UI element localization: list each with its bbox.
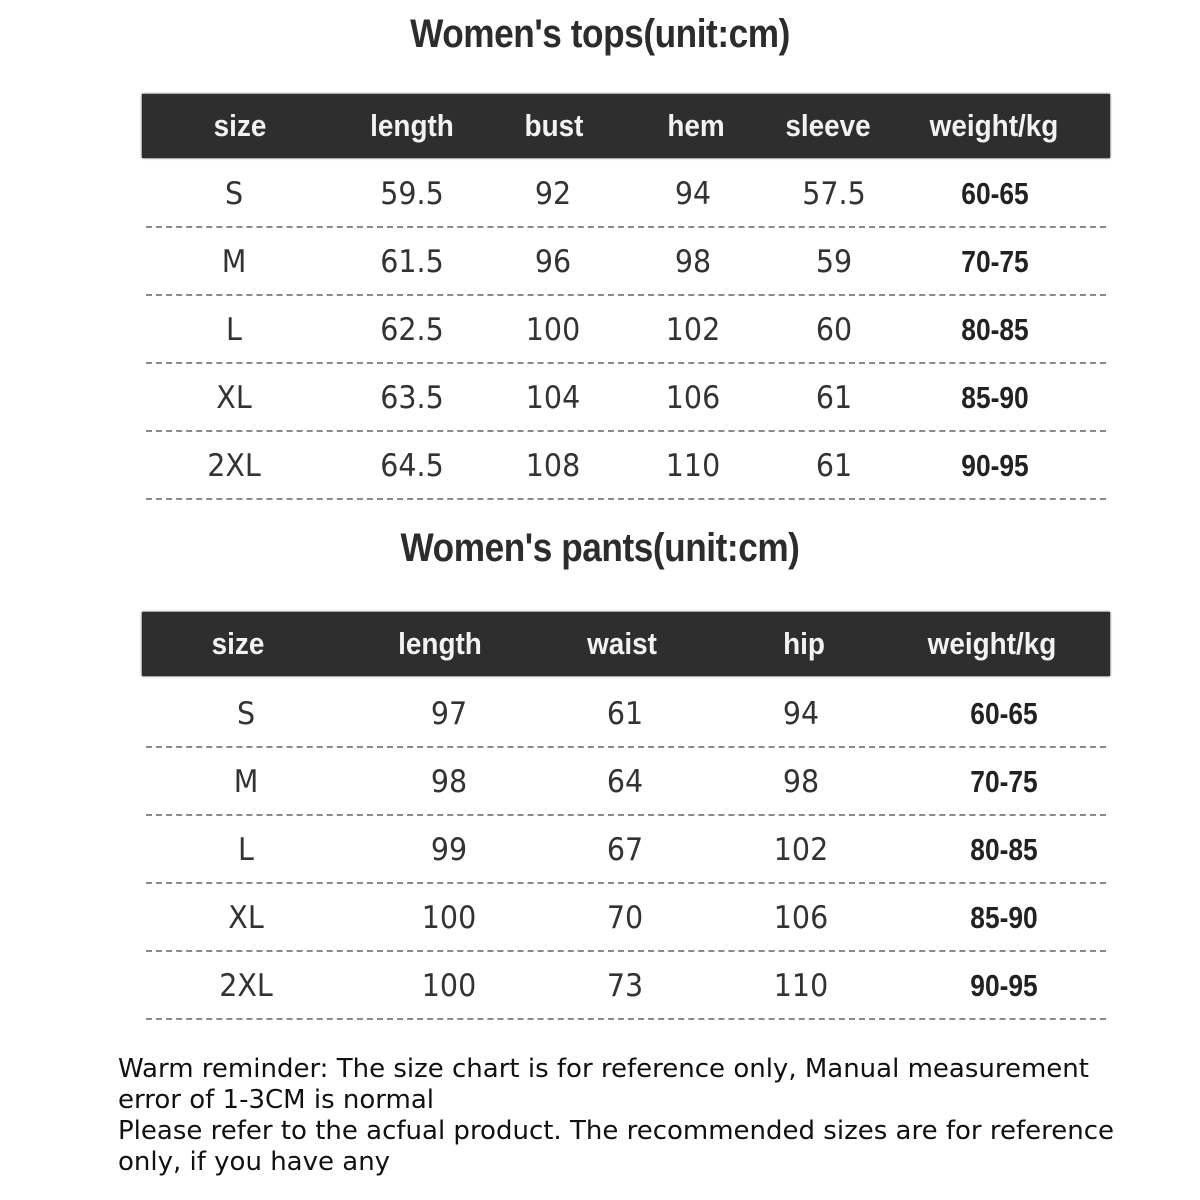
table-cell: 110 bbox=[665, 448, 721, 484]
table-cell: 85-90 bbox=[961, 380, 1029, 415]
table-cell: 70-75 bbox=[970, 764, 1038, 799]
table-cell: 64 bbox=[606, 764, 644, 800]
table-cell: L bbox=[226, 312, 242, 348]
table-cell: S bbox=[236, 696, 256, 732]
table-cell: 70 bbox=[606, 900, 644, 936]
table-cell: 99 bbox=[430, 832, 468, 868]
table-cell: 2XL bbox=[207, 448, 261, 484]
table-cell: 70-75 bbox=[961, 244, 1029, 279]
table-cell: 67 bbox=[606, 832, 644, 868]
table-cell: 80-85 bbox=[961, 312, 1029, 347]
column-header: sleeve bbox=[785, 108, 871, 143]
table-row bbox=[142, 952, 1110, 1020]
pants-title: Women's pants(unit:cm) bbox=[400, 526, 800, 570]
table-cell: 62.5 bbox=[380, 312, 444, 348]
table-cell: 90-95 bbox=[970, 968, 1038, 1003]
table-cell: 100 bbox=[421, 900, 477, 936]
column-header: size bbox=[213, 108, 267, 143]
table-cell: 92 bbox=[534, 176, 572, 212]
column-header: hem bbox=[667, 108, 725, 143]
table-cell: 90-95 bbox=[961, 448, 1029, 483]
column-header: length bbox=[370, 108, 454, 143]
table-cell: 60-65 bbox=[961, 176, 1029, 211]
table-cell: 102 bbox=[665, 312, 721, 348]
table-cell: S bbox=[224, 176, 244, 212]
table-cell: 98 bbox=[674, 244, 712, 280]
table-cell: 80-85 bbox=[970, 832, 1038, 867]
table-cell: 59.5 bbox=[380, 176, 444, 212]
table-row bbox=[142, 296, 1110, 364]
table-cell: 61 bbox=[815, 380, 853, 416]
warm-reminder-note bbox=[118, 1054, 1114, 1178]
table-cell: 108 bbox=[525, 448, 581, 484]
table-cell: 104 bbox=[525, 380, 581, 416]
table-cell: 96 bbox=[534, 244, 572, 280]
table-cell: 60-65 bbox=[970, 696, 1038, 731]
table-cell: 94 bbox=[782, 696, 820, 732]
table-cell: L bbox=[238, 832, 254, 868]
note-line: Warm reminder: The size chart is for reference only, Manual measurement bbox=[118, 1054, 1089, 1084]
column-header: hip bbox=[783, 626, 825, 661]
table-cell: 64.5 bbox=[380, 448, 444, 484]
table-cell: 61 bbox=[606, 696, 644, 732]
column-header: bust bbox=[524, 108, 584, 143]
table-row bbox=[142, 884, 1110, 952]
table-cell: 98 bbox=[430, 764, 468, 800]
table-cell: XL bbox=[216, 380, 252, 416]
table-cell: 94 bbox=[674, 176, 712, 212]
table-row bbox=[142, 816, 1110, 884]
table-row bbox=[142, 680, 1110, 748]
tops-table-header bbox=[142, 94, 1110, 158]
column-header: length bbox=[398, 626, 482, 661]
note-line: only, if you have any bbox=[118, 1147, 391, 1177]
table-cell: M bbox=[221, 244, 247, 280]
table-cell: 106 bbox=[665, 380, 721, 416]
table-cell: 102 bbox=[773, 832, 829, 868]
table-row bbox=[142, 748, 1110, 816]
table-cell: 110 bbox=[773, 968, 829, 1004]
column-header: size bbox=[211, 626, 265, 661]
table-cell: 63.5 bbox=[380, 380, 444, 416]
column-header: waist bbox=[587, 626, 657, 661]
table-cell: 59 bbox=[815, 244, 853, 280]
table-cell: 60 bbox=[815, 312, 853, 348]
table-cell: 2XL bbox=[219, 968, 273, 1004]
table-cell: 100 bbox=[421, 968, 477, 1004]
note-line: error of 1-3CM is normal bbox=[118, 1085, 434, 1115]
table-cell: M bbox=[233, 764, 259, 800]
column-header: weight/kg bbox=[929, 108, 1059, 143]
note-line: Please refer to the acfual product. The recommended sizes are for reference bbox=[118, 1116, 1114, 1146]
table-cell: 85-90 bbox=[970, 900, 1038, 935]
table-cell: 97 bbox=[430, 696, 468, 732]
table-cell: 73 bbox=[606, 968, 644, 1004]
table-row bbox=[142, 228, 1110, 296]
table-cell: 98 bbox=[782, 764, 820, 800]
table-cell: 100 bbox=[525, 312, 581, 348]
table-cell: 57.5 bbox=[802, 176, 866, 212]
table-cell: 106 bbox=[773, 900, 829, 936]
table-row bbox=[142, 364, 1110, 432]
table-row bbox=[142, 160, 1110, 228]
table-cell: XL bbox=[228, 900, 264, 936]
column-header: weight/kg bbox=[927, 626, 1057, 661]
tops-title: Women's tops(unit:cm) bbox=[410, 12, 790, 56]
table-cell: 61.5 bbox=[380, 244, 444, 280]
table-row bbox=[142, 432, 1110, 500]
pants-table-header bbox=[142, 612, 1110, 676]
table-cell: 61 bbox=[815, 448, 853, 484]
